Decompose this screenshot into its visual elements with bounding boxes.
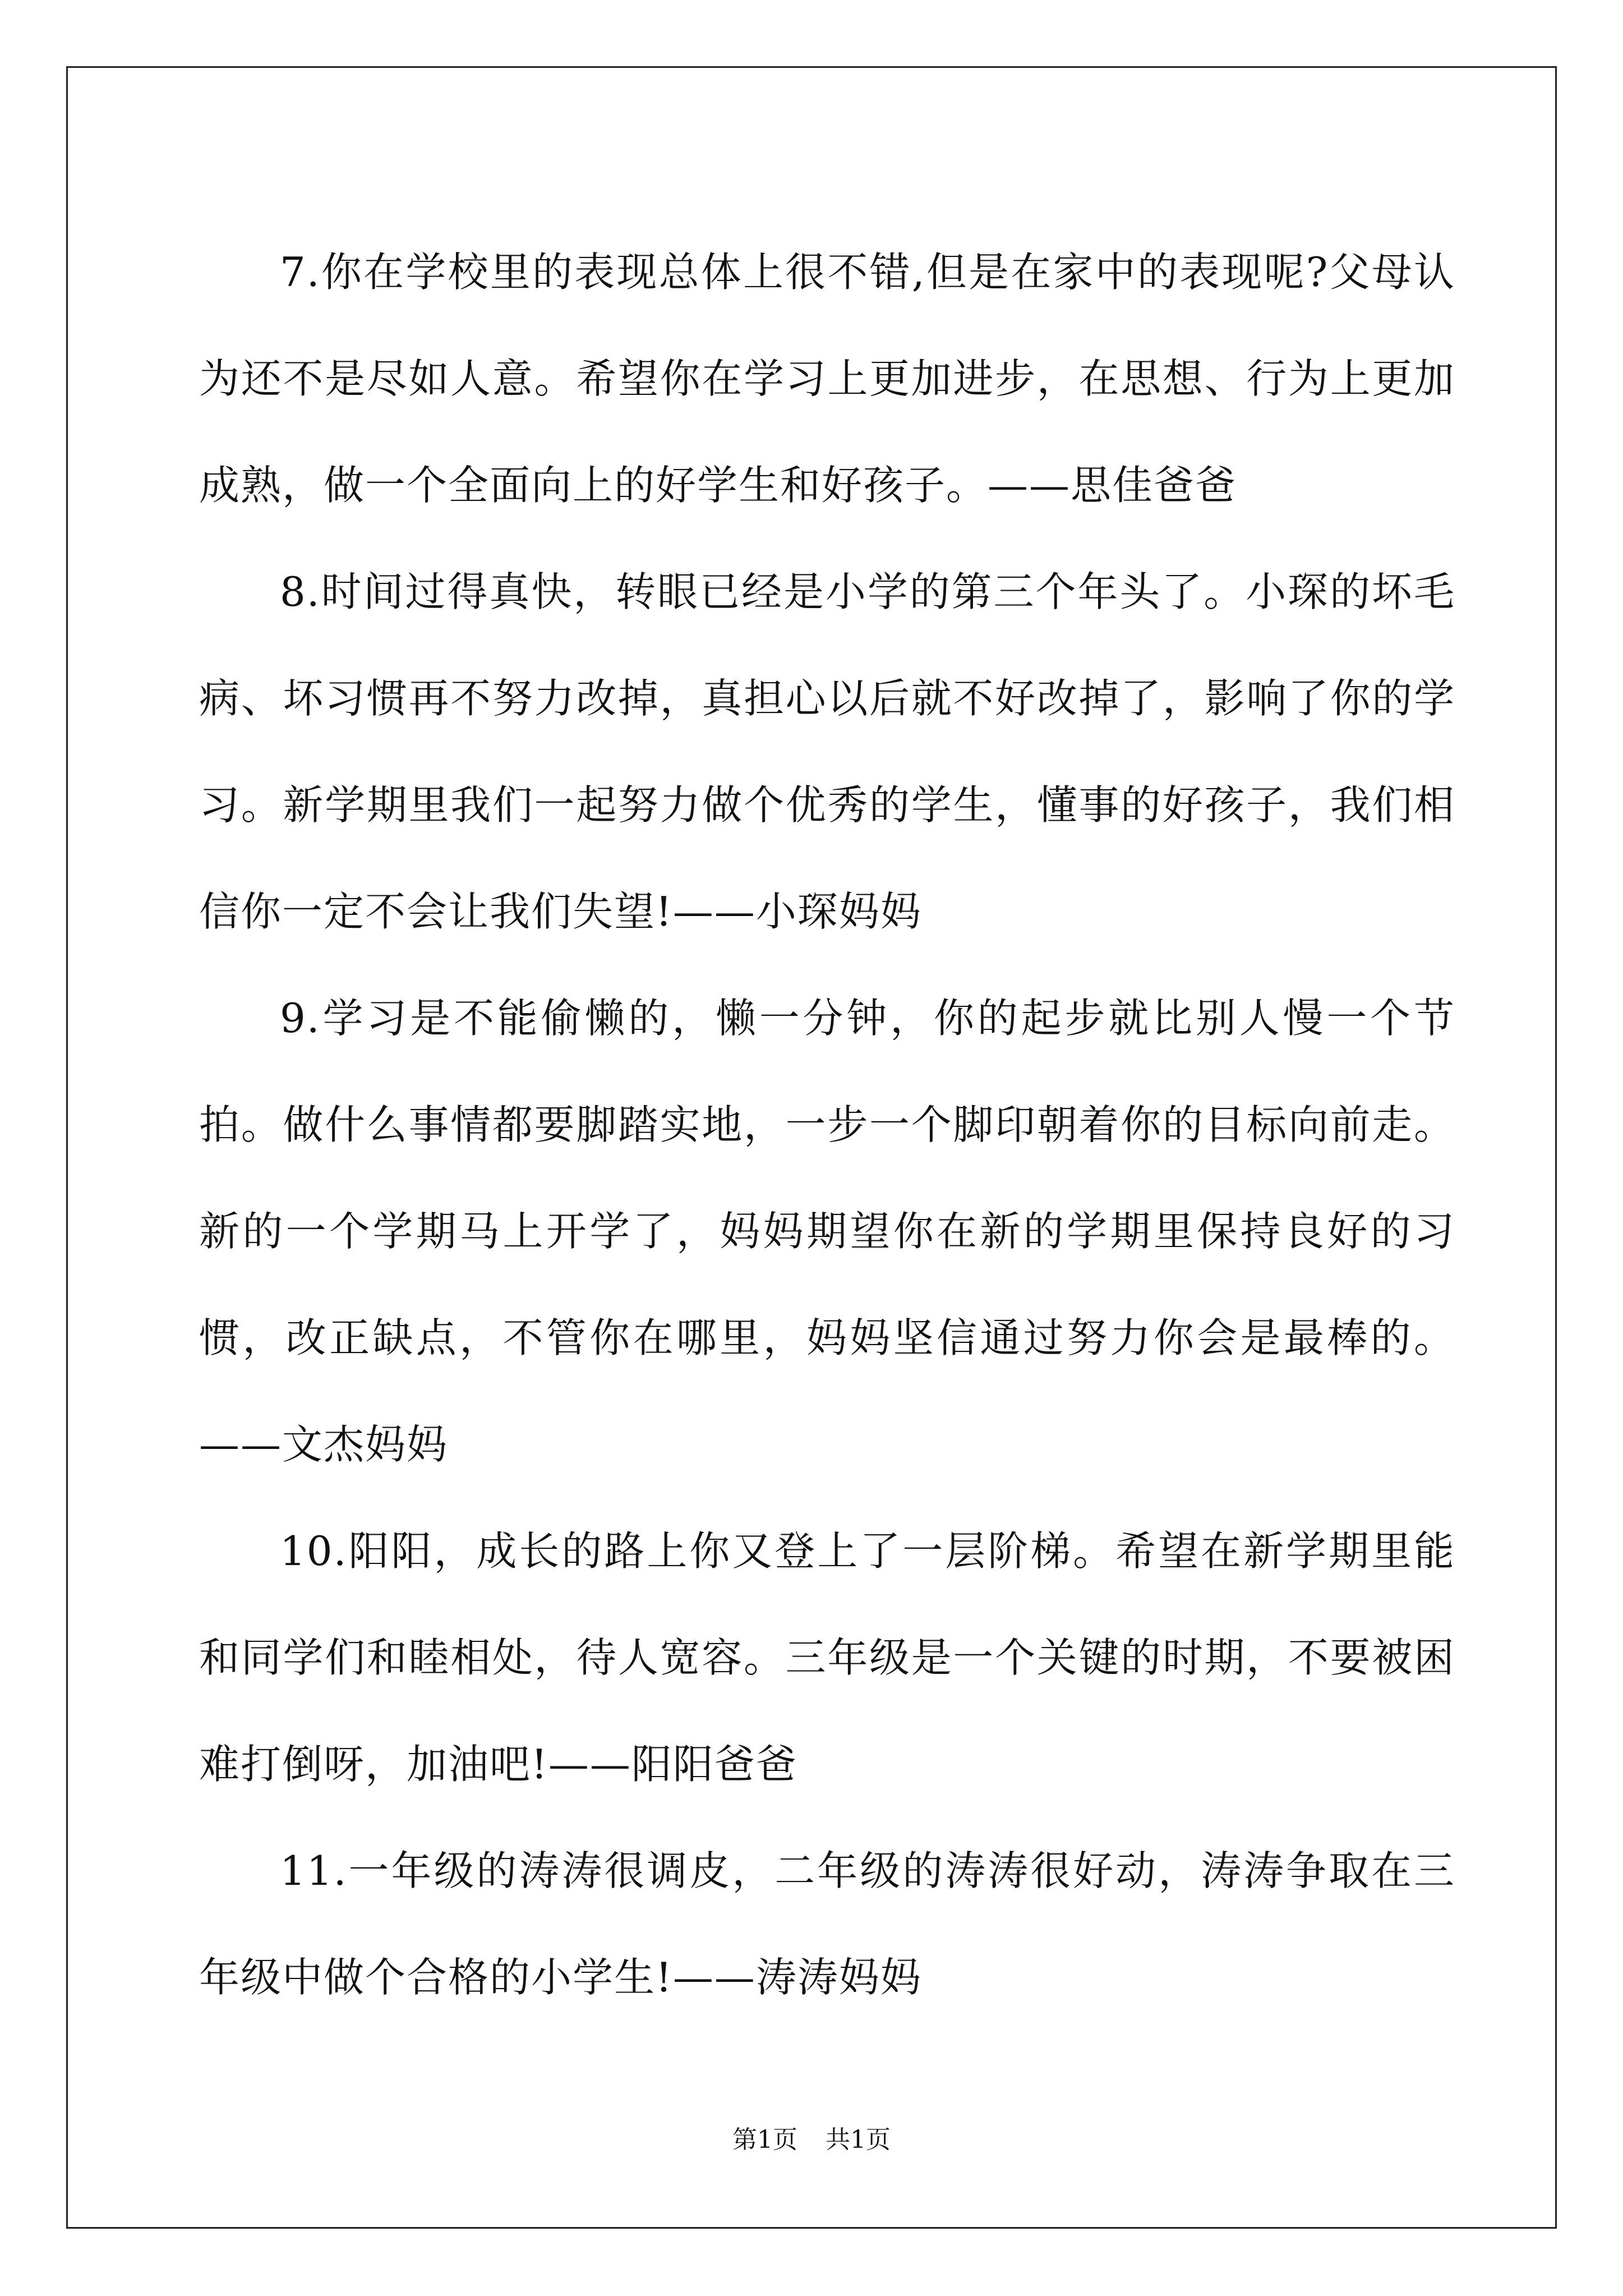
paragraph-9: 9.学习是不能偷懒的，懒一分钟，你的起步就比别人慢一个节拍。做什么事情都要脚踏实地，一步一个脚印朝着你的目标向前走。新的一个学期马上开学了，妈妈期望你在新的学期里保持良好的习惯，改正缺点，不管你在哪里，妈妈坚信通过努力你会是最棒的。——文杰妈妈 xyxy=(199,995,1455,1468)
document-body xyxy=(199,219,1455,2031)
paragraph-11: 11.一年级的涛涛很调皮，二年级的涛涛很好动，涛涛争取在三年级中做个合格的小学生!——涛涛妈妈 xyxy=(199,1847,1455,2001)
page-number-current: 第1页 xyxy=(732,2125,797,2154)
page-number-total: 共1页 xyxy=(826,2125,891,2154)
paragraph-7: 7.你在学校里的表现总体上很不错,但是在家中的表现呢?父母认为还不是尽如人意。希望你在学习上更加进步，在思想、行为上更加成熟，做一个全面向上的好学生和好孩子。——思佳爸爸 xyxy=(199,249,1455,509)
page-footer xyxy=(0,2123,1623,2157)
paragraph-10: 10.阳阳，成长的路上你又登上了一层阶梯。希望在新学期里能和同学们和睦相处，待人宽容。三年级是一个关键的时期，不要被困难打倒呀，加油吧!——阳阳爸爸 xyxy=(199,1527,1455,1788)
paragraph-8: 8.时间过得真快，转眼已经是小学的第三个年头了。小琛的坏毛病、坏习惯再不努力改掉，真担心以后就不好改掉了，影响了你的学习。新学期里我们一起努力做个优秀的学生，懂事的好孩子，我们相信你一定不会让我们失望!——小琛妈妈 xyxy=(199,568,1455,935)
